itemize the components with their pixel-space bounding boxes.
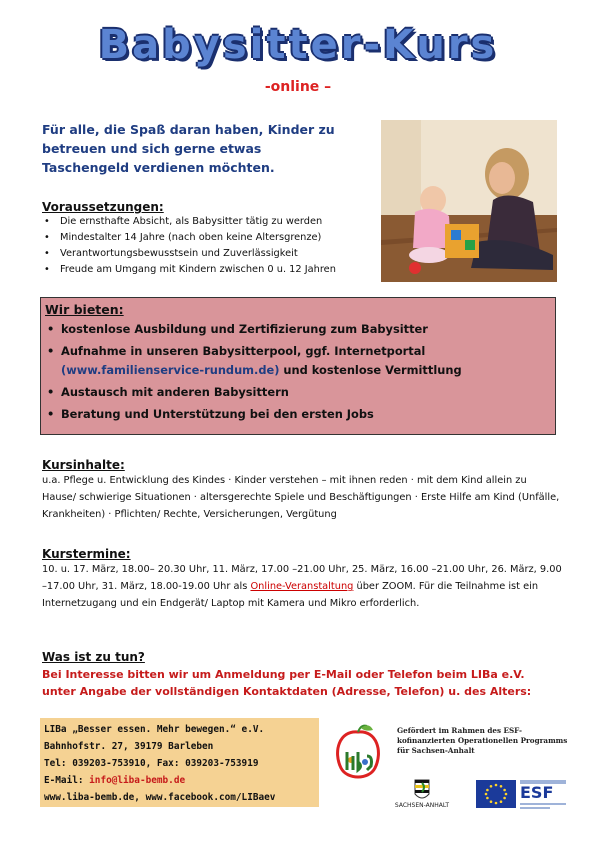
contact-org: LIBa „Besser essen. Mehr bewegen.“ e.V. <box>44 724 265 735</box>
contact-box <box>40 718 319 807</box>
list-item: • Mindestalter 14 Jahre (nach oben keine Altersgrenze) <box>42 230 382 246</box>
list-item: • Die ernsthafte Absicht, als Babysitter tätig zu werden <box>42 214 382 230</box>
familienservice-link[interactable]: (www.familienservice-rundum.de) <box>61 363 280 377</box>
sachsen-anhalt-label: SACHSEN-ANHALT <box>394 802 450 809</box>
course-content-heading: Kursinhalte: <box>42 458 125 472</box>
requirements-section <box>42 200 382 278</box>
photo-babysitter <box>381 120 557 282</box>
todo-heading: Was ist zu tun? <box>42 650 145 664</box>
todo-text: Bei Interesse bitten wir um Anmeldung per E-Mail oder Telefon beim LIBa e.V. unter Angabe der vollständigen Kontaktdaten (Adresse, Telefon) u. des Alters: <box>42 668 532 698</box>
dates-text-a: 10. u. 17. März, 18.00– 20.30 Uhr, 11. März, 17.00 –21.00 Uhr, 25. März, 16.00 –21.00 Uhr, 26. März, 9.00 –17.00 Uhr, 31. März, 18.00-19.00 Uhr als <box>42 564 562 592</box>
list-item: • Austausch mit anderen Babysittern <box>45 383 551 402</box>
list-item: • Freude am Umgang mit Kindern zwischen 0 u. 12 Jahren <box>42 262 382 278</box>
funding-note: Gefördert im Rahmen des ESF-kofinanzierten Operationellen Programms für Sachsen-Anhalt <box>397 726 568 755</box>
liba-logo <box>327 722 389 784</box>
requirements-heading: Voraussetzungen: <box>42 200 164 214</box>
offer-item-text: Aufnahme in unseren Babysitterpool, ggf. Internetportal <box>61 344 426 358</box>
offer-heading: Wir bieten: <box>45 302 124 317</box>
list-item <box>45 342 551 380</box>
todo-section <box>42 650 562 700</box>
esf-logo <box>520 776 566 812</box>
eu-flag-icon <box>476 780 516 808</box>
list-item: • kostenlose Ausbildung und Zertifizierung zum Babysitter <box>45 320 551 339</box>
course-dates-text <box>42 561 562 612</box>
course-dates-section <box>42 547 562 612</box>
offer-box <box>40 297 556 435</box>
course-dates-heading: Kurstermine: <box>42 547 131 561</box>
sachsen-anhalt-logo <box>393 778 451 812</box>
list-item: • Beratung und Unterstützung bei den ersten Jobs <box>45 405 551 424</box>
offer-list <box>45 320 551 424</box>
dates-text-b: über ZOOM. Für die Teilnahme ist ein Internetzugang und ein Endgerät/ Laptop mit Kamera und Mikro erforderlich. <box>42 581 539 609</box>
email-link[interactable]: info@liba-bemb.de <box>89 775 186 786</box>
contact-email-line <box>44 772 315 789</box>
offer-item-text: und kostenlose Vermittlung <box>279 363 462 377</box>
email-label: E-Mail: <box>44 775 90 786</box>
course-content-section <box>42 458 562 523</box>
list-item: • Verantwortungsbewusstsein und Zuverlässigkeit <box>42 246 382 262</box>
page-subtitle: -online – <box>264 79 332 95</box>
esf-label: ESF <box>520 783 554 802</box>
contact-phone: Tel: 039203-753910, Fax: 039203-753919 <box>44 758 259 769</box>
intro-text: Für alle, die Spaß daran haben, Kinder zu betreuen und sich gerne etwas Taschengeld verdienen möchten. <box>42 122 335 175</box>
contact-address: Bahnhofstr. 27, 39179 Barleben <box>44 741 214 752</box>
course-content-text: u.a. Pflege u. Entwicklung des Kindes · Kinder verstehen – mit ihnen reden · mit dem Kind allein zu Hause/ schwierige Situationen · altersgerechte Spiele und Beschäftigungen · Erste Hilfe am Kind (Unfälle, Krankheiten) · Pflichten/ Rechte, Versicherungen, Vergütung <box>42 475 560 520</box>
page-title: Babysitter-Kurs <box>98 22 498 68</box>
online-event-link[interactable]: Online-Veranstaltung <box>250 581 354 592</box>
contact-web: www.liba-bemb.de, www.facebook.com/LIBaev <box>44 792 276 803</box>
requirements-list <box>42 214 382 278</box>
